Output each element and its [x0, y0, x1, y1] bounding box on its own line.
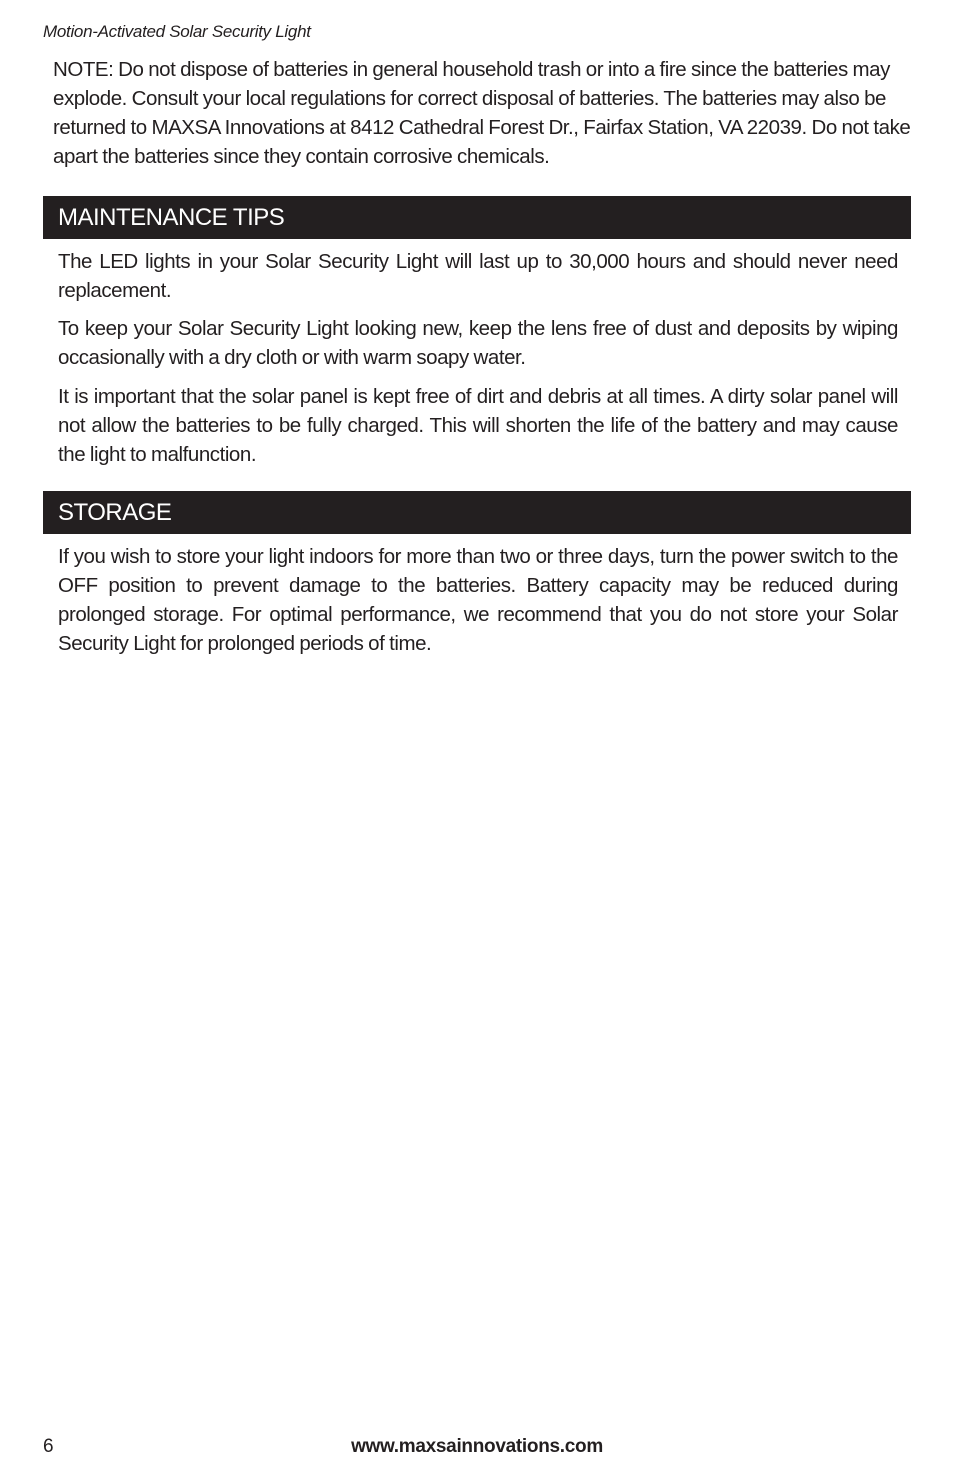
page-number: 6 — [43, 1436, 54, 1457]
maintenance-tips-heading: MAINTENANCE TIPS — [43, 196, 911, 239]
footer-website-url: www.maxsainnovations.com — [351, 1436, 603, 1457]
running-head-title: Motion-Activated Solar Security Light — [43, 22, 311, 41]
maintenance-paragraph-led-life: The LED lights in your Solar Security Light will last up to 30,000 hours and should never need replacement. — [58, 250, 898, 302]
maintenance-paragraph-lens-care: To keep your Solar Security Light looking new, keep the lens free of dust and deposits by wiping occasionally with a dry cloth or with warm soapy water. — [58, 317, 898, 369]
storage-heading: STORAGE — [43, 491, 911, 534]
battery-disposal-note: NOTE: Do not dispose of batteries in general household trash or into a fire since the batteries may explode. Consult your local regulations for correct disposal of batteries. The batteries may also be returned to MAXSA Innovations at 8412 Cathedral Forest Dr., Fairfax Station, VA 22039. Do not take apart the batteries since they contain corrosive chemicals. — [53, 58, 911, 168]
storage-paragraph: If you wish to store your light indoors for more than two or three days, turn the power switch to the OFF position to prevent damage to the batteries. Battery capacity may be reduced during prolonged storage. For optimal performance, we recommend that you do not store your Solar Security Light for prolonged periods of time. — [58, 545, 898, 655]
maintenance-paragraph-solar-panel: It is important that the solar panel is kept free of dirt and debris at all times. A dirty solar panel will not allow the batteries to be fully charged. This will shorten the life of the battery and may cause the light to malfunction. — [58, 385, 898, 466]
